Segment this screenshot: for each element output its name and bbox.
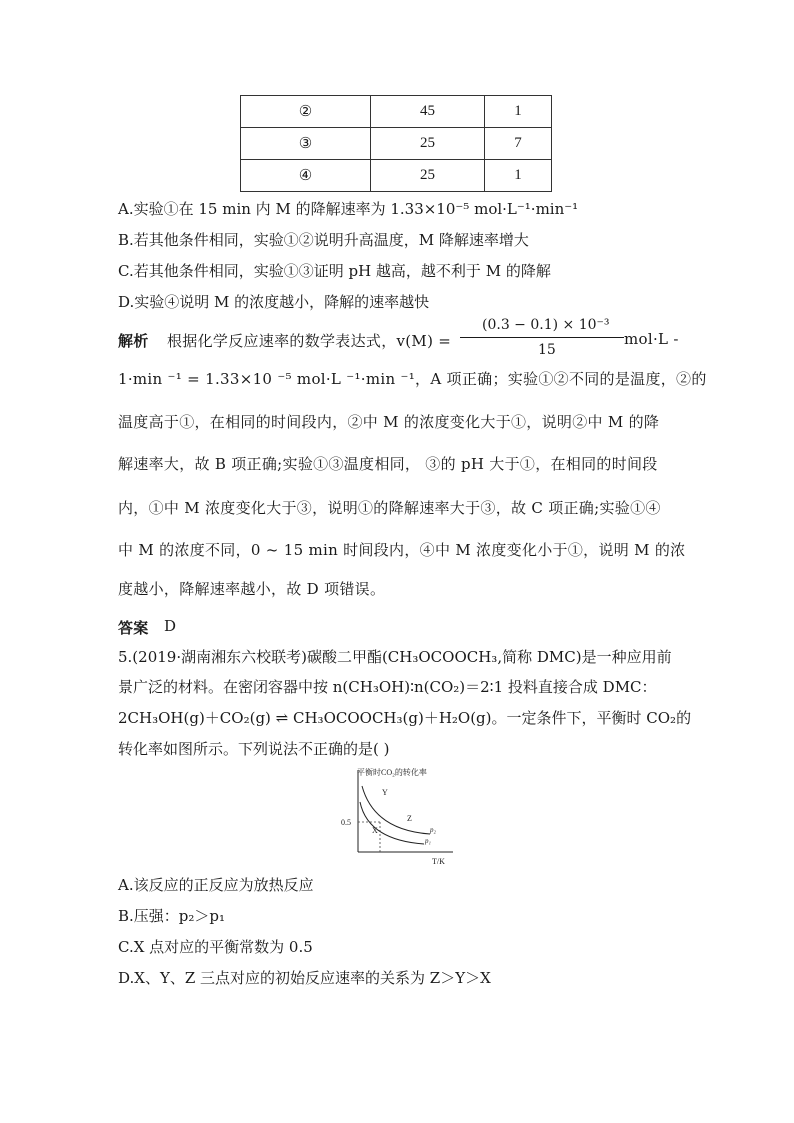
table-cell: 25 (371, 160, 485, 192)
graph-ytick: 0.5 (341, 818, 351, 827)
q4-option-c: C.若其他条件相同，实验①③证明 pH 越高，越不利于 M 的降解 (118, 262, 551, 280)
fraction-bar (460, 337, 624, 338)
q4-option-a: A.实验①在 15 min 内 M 的降解速率为 1.33×10⁻⁵ mol·L⁻¹·min⁻¹ (118, 200, 579, 218)
point-y-label: Y (382, 788, 388, 797)
solution-unit-tail: mol·L - (624, 330, 679, 348)
table-cell: 25 (371, 128, 485, 160)
point-z-label: Z (407, 814, 412, 823)
fraction-numerator: (0.3 − 0.1) × 10⁻³ (482, 317, 610, 333)
q5-line-1: 5.(2019·湖南湘东六校联考)碳酸二甲酯(CH₃OCOOCH₃,简称 DMC)是一种应用前 (118, 648, 672, 666)
solution-line-2: 温度高于①，在相同的时间段内，②中 M 的浓度变化大于①，说明②中 M 的降 (118, 413, 660, 431)
curve-p2-label: p₂ (430, 826, 436, 834)
table-row (241, 96, 552, 128)
table-cell: ③ (241, 128, 371, 160)
q4-option-d: D.实验④说明 M 的浓度越小，降解的速率越快 (118, 293, 430, 311)
solution-line-1: 1·min ⁻¹ = 1.33×10 ⁻⁵ mol·L ⁻¹·min ⁻¹，A 项正确；实验①②不同的是温度，②的 (118, 370, 707, 388)
q5-option-b: B.压强：p₂＞p₁ (118, 907, 226, 925)
q5-line-4: 转化率如图所示。下列说法不正确的是( ) (118, 740, 390, 758)
solution-label: 解析 (118, 332, 149, 350)
graph-ylabel: 平衡时CO₂的转化率 (357, 768, 427, 777)
table-cell: 45 (371, 96, 485, 128)
graph-xlabel: T/K (432, 857, 445, 866)
q5-option-d: D.X、Y、Z 三点对应的初始反应速率的关系为 Z＞Y＞X (118, 969, 491, 987)
q5-line-3: 2CH₃OH(g)＋CO₂(g) ⇌ CH₃OCOOCH₃(g)＋H₂O(g)。一定条件下，平衡时 CO₂的 (118, 709, 692, 727)
table-cell: 1 (485, 96, 552, 128)
q5-option-a: A.该反应的正反应为放热反应 (118, 876, 314, 894)
table-cell: 1 (485, 160, 552, 192)
solution-line-4: 内，①中 M 浓度变化大于③，说明①的降解速率大于③，故 C 项正确;实验①④ (118, 499, 661, 517)
table-cell: ④ (241, 160, 371, 192)
table-row (241, 160, 552, 192)
solution-intro: 根据化学反应速率的数学表达式，v(M) = (167, 332, 452, 350)
table-cell: ② (241, 96, 371, 128)
solution-line-3: 解速率大，故 B 项正确;实验①③温度相同， ③的 pH 大于①，在相同的时间段 (118, 455, 658, 473)
experiment-table (240, 95, 552, 192)
q4-option-b: B.若其他条件相同，实验①②说明升高温度，M 降解速率增大 (118, 231, 529, 249)
table-cell: 7 (485, 128, 552, 160)
point-x-label: X (372, 826, 378, 835)
answer-label: 答案 (118, 619, 149, 637)
table-row (241, 128, 552, 160)
solution-line-5: 中 M 的浓度不同，0 ~ 15 min 时间段内，④中 M 浓度变化小于①，说明 M 的浓 (118, 541, 686, 559)
q5-option-c: C.X 点对应的平衡常数为 0.5 (118, 938, 313, 956)
answer-value: D (164, 617, 177, 635)
curve-p1 (360, 802, 424, 844)
conversion-graph (338, 764, 458, 868)
q5-line-2: 景广泛的材料。在密闭容器中按 n(CH₃OH)∶n(CO₂)＝2∶1 投料直接合成 DMC： (118, 678, 657, 696)
curve-p1-label: p₁ (425, 837, 431, 845)
solution-line-6: 度越小，降解速率越小，故 D 项错误。 (118, 580, 386, 598)
fraction-denominator: 15 (538, 342, 556, 358)
